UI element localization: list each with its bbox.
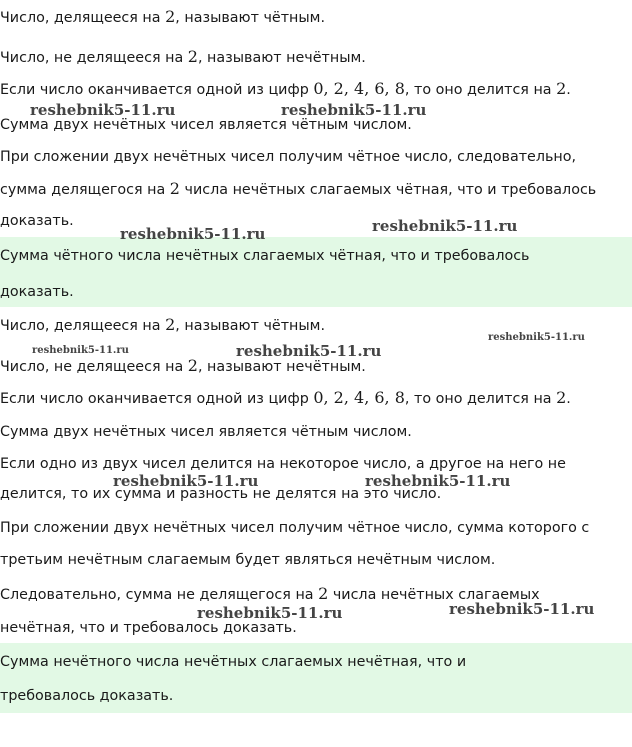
- watermark: reshebnik5-11.ru: [30, 101, 176, 119]
- proof-line: При сложении двух нечётных чисел получим чётное число, сумма которого с: [0, 520, 590, 536]
- statement-line: делится, то их сумма и разность не делятся на это число.: [0, 486, 442, 502]
- answer-line: требовалось доказать.: [0, 688, 174, 704]
- watermark: reshebnik5-11.ru: [236, 342, 382, 360]
- answer-line: Сумма нечётного числа нечётных слагаемых нечётная, что и: [0, 654, 467, 670]
- statement-line: Число, делящееся на 2, называют чётным.: [0, 315, 325, 334]
- proof-line: При сложении двух нечётных чисел получим чётное число, следовательно,: [0, 149, 577, 165]
- answer-box: [0, 237, 632, 307]
- proof-line: третьим нечётным слагаемым будет являться нечётным числом.: [0, 552, 496, 568]
- proof-line: нечётная, что и требовалось доказать.: [0, 620, 297, 636]
- watermark: reshebnik5-11.ru: [372, 217, 518, 235]
- watermark: reshebnik5-11.ru: [488, 332, 585, 343]
- proof-line: сумма делящегося на 2 числа нечётных слагаемых чётная, что и требовалось: [0, 179, 597, 198]
- answer-box: [0, 643, 632, 713]
- statement-line: Сумма двух нечётных чисел является чётным числом.: [0, 424, 412, 440]
- watermark: reshebnik5-11.ru: [365, 472, 511, 490]
- statement-line: Число, делящееся на 2, называют чётным.: [0, 7, 325, 26]
- statement-line: Если число оканчивается одной из цифр 0, 2, 4, 6, 8, то оно делится на 2.: [0, 388, 571, 407]
- statement-line: Если число оканчивается одной из цифр 0, 2, 4, 6, 8, то оно делится на 2.: [0, 79, 571, 98]
- statement-line: Сумма двух нечётных чисел является чётным числом.: [0, 117, 412, 133]
- statement-line: Число, не делящееся на 2, называют нечётным.: [0, 356, 366, 375]
- watermark: reshebnik5-11.ru: [197, 604, 343, 622]
- answer-line: Сумма чётного числа нечётных слагаемых чётная, что и требовалось: [0, 248, 530, 264]
- statement-line: Если одно из двух чисел делится на некоторое число, а другое на него не: [0, 456, 566, 472]
- watermark: reshebnik5-11.ru: [281, 101, 427, 119]
- answer-line: доказать.: [0, 284, 74, 300]
- watermark: reshebnik5-11.ru: [120, 225, 266, 243]
- watermark: reshebnik5-11.ru: [449, 600, 595, 618]
- watermark: reshebnik5-11.ru: [113, 472, 259, 490]
- proof-line: доказать.: [0, 213, 74, 229]
- watermark: reshebnik5-11.ru: [32, 345, 129, 356]
- proof-line: Следовательно, сумма не делящегося на 2 числа нечётных слагаемых: [0, 584, 540, 603]
- statement-line: Число, не делящееся на 2, называют нечётным.: [0, 47, 366, 66]
